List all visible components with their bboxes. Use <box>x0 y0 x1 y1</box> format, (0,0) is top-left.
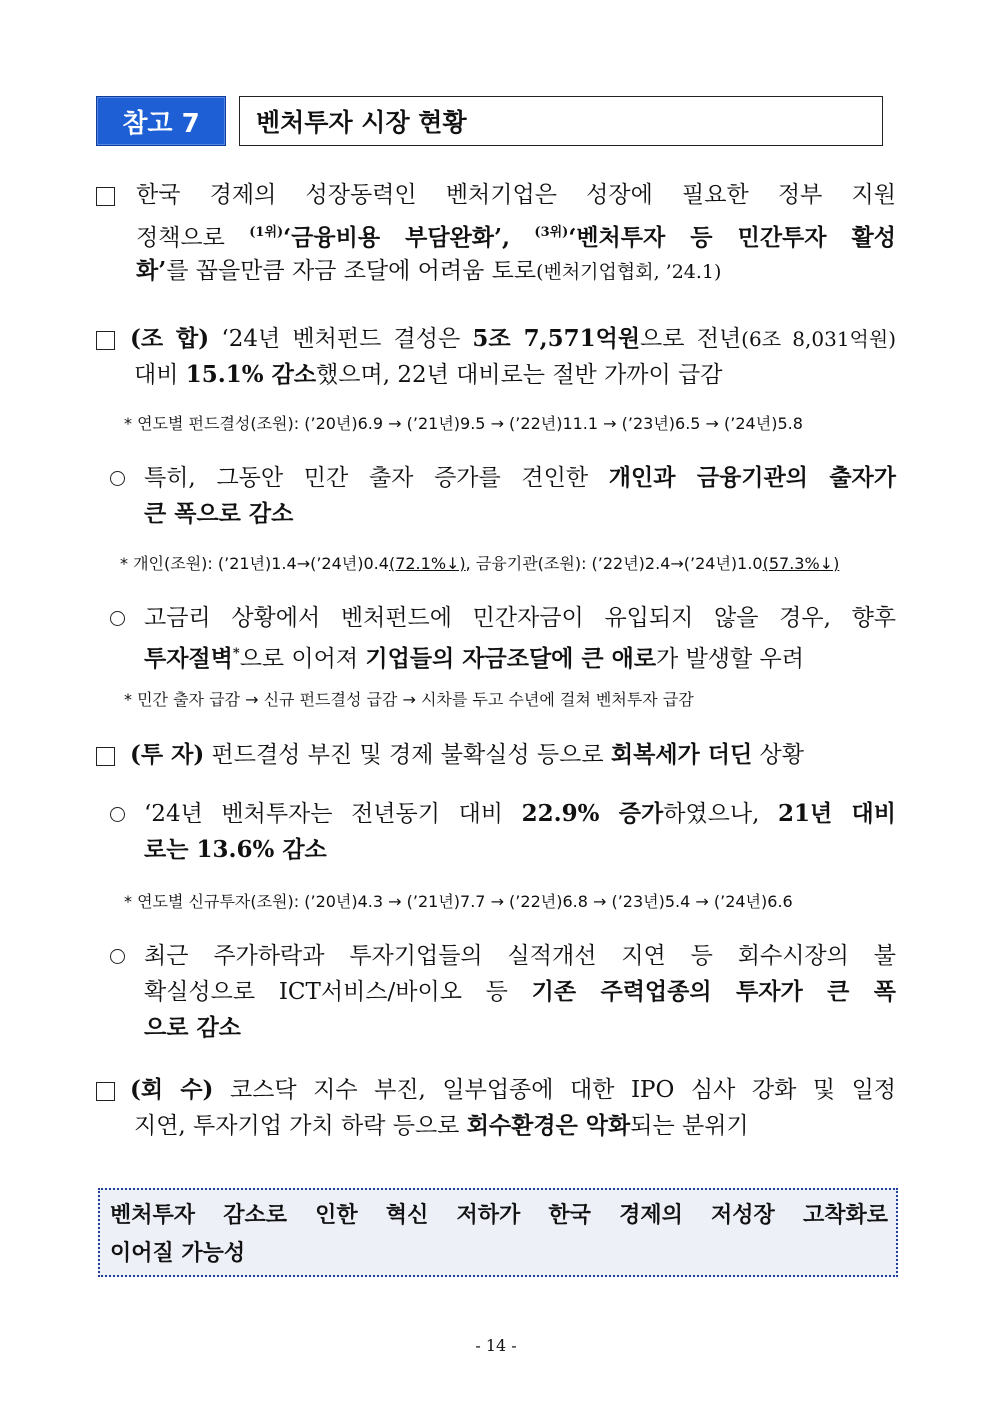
text: 지연, 투자기업 가치 하락 등으로 <box>134 1113 467 1139</box>
circle-bullet-icon <box>110 807 125 822</box>
text: 하였으나, <box>663 801 779 827</box>
summary-line-1: 벤처투자 감소로 인한 혁신 저하가 한국 경제의 저성장 고착화로 <box>110 1202 888 1228</box>
footnote-marker: * <box>232 646 240 661</box>
text: ‘24년 벤처펀드 결성은 <box>209 326 473 352</box>
section-3-bullet <box>96 742 115 772</box>
section-3-circle-2-line-1: 최근 주가하락과 투자기업들의 실적개선 지연 등 회수시장의 불 <box>144 943 896 969</box>
circle-bullet <box>110 605 125 635</box>
section-tag: (조 합) <box>130 325 210 352</box>
section-4-line-1 <box>130 1075 896 1105</box>
section-2-note-3: * 민간 출자 급감 → 신규 펀드결성 급감 → 시차를 두고 수년에 걸쳐 벤처투자 급감 <box>124 690 694 709</box>
section-1-line-1: 한국 경제의 성장동력인 벤처기업은 성장에 필요한 정부 지원 <box>136 182 896 208</box>
section-2-note-2 <box>120 549 839 579</box>
underlined-value: (57.3%↓) <box>762 554 840 573</box>
page-title-text: 벤처투자 시장 현황 <box>256 108 467 137</box>
text: 확실성으로 ICT서비스/바이오 등 <box>144 979 532 1005</box>
page-number: - 14 - <box>475 1336 517 1355</box>
emphasis: 21년 대비 <box>778 800 896 827</box>
text: (6조 8,031억원) <box>741 327 897 351</box>
text: * 개인(조원): (’21년)1.4→(’24년)0.4 <box>120 554 389 573</box>
section-2-line-1 <box>130 324 896 354</box>
section-3-circle-2-line-3: 으로 감소 <box>144 1014 241 1041</box>
square-bullet-icon <box>96 187 115 206</box>
circle-bullet-icon <box>110 471 125 486</box>
emphasis: 5조 7,571억원 <box>472 325 641 352</box>
section-3-line-1 <box>130 740 804 770</box>
section-4-line-2 <box>134 1111 749 1141</box>
section-2-circle-2-line-1: 고금리 상황에서 벤처펀드에 민간자금이 유입되지 않을 경우, 향후 <box>144 605 896 631</box>
circle-bullet <box>110 943 125 973</box>
circle-bullet-icon <box>110 949 125 964</box>
text: 했으며, 22년 대비로는 절반 가까이 급감 <box>316 362 723 388</box>
section-1-line-2 <box>136 218 896 253</box>
emphasis: 기업들의 자금조달에 큰 애로 <box>365 645 657 672</box>
page-title <box>239 96 883 146</box>
square-bullet-icon <box>96 1082 115 1101</box>
section-2-note-1: * 연도별 펀드결성(조원): (’20년)6.9 → (’21년)9.5 → (’22년)11.1 → (’23년)6.5 → (’24년)5.8 <box>124 414 803 433</box>
text: 상황 <box>752 742 804 768</box>
summary-line-2: 이어질 가능성 <box>110 1240 246 1266</box>
circle-bullet <box>110 801 125 831</box>
emphasis: 투자절벽 <box>144 645 233 672</box>
section-2-circle-1-line-1 <box>144 463 896 493</box>
text: 으로 이어져 <box>239 646 366 672</box>
emphasis: ‘금융비용 부담완화’, <box>283 224 511 251</box>
text: 코스닥 지수 부진, 일부업종에 대한 IPO 심사 강화 및 일정 <box>213 1077 896 1103</box>
text: 특히, 그동안 민간 출자 증가를 견인한 <box>144 465 609 491</box>
text: ‘24년 벤처투자는 전년동기 대비 <box>144 801 522 827</box>
text: , 금융기관(조원): (’22년)2.4→(’24년)1.0 <box>465 554 763 573</box>
section-2-circle-2-line-2 <box>144 639 804 674</box>
text: 가 발생할 우려 <box>656 646 804 672</box>
emphasis: 개인과 금융기관의 출자가 <box>608 464 896 491</box>
text: 펀드결성 부진 및 경제 불확실성 등으로 <box>204 742 611 768</box>
section-tag: (투 자) <box>130 741 205 768</box>
emphasis: 회수환경은 악화 <box>466 1112 631 1139</box>
emphasis: 22.9% 증가 <box>521 800 664 827</box>
emphasis: 15.1% 감소 <box>185 361 317 388</box>
section-tag: (회 수) <box>130 1076 214 1103</box>
emphasis: ‘벤처투자 등 민간투자 활성 <box>568 224 896 251</box>
source-note: (벤처기업협회, ’24.1) <box>536 261 722 283</box>
section-2-bullet <box>96 326 115 356</box>
section-4-bullet <box>96 1077 115 1107</box>
emphasis: 화’ <box>136 257 167 284</box>
section-2-line-2 <box>134 360 722 390</box>
text: 으로 전년 <box>640 326 742 352</box>
reference-tag: 참고 7 <box>96 96 226 146</box>
section-2-circle-1-line-2: 큰 폭으로 감소 <box>144 500 294 527</box>
emphasis: 기존 주력업종의 투자가 큰 폭 <box>531 978 896 1005</box>
section-3-note-1: * 연도별 신규투자(조원): (’20년)4.3 → (’21년)7.7 → (’22년)6.8 → (’23년)5.4 → (’24년)6.6 <box>124 892 793 911</box>
section-1-bullet <box>96 182 115 212</box>
text: 되는 분위기 <box>630 1113 749 1139</box>
text: 정책으로 <box>136 225 250 251</box>
circle-bullet-icon <box>110 611 125 626</box>
text: 를 꼽을만큼 자금 조달에 어려움 토로 <box>166 258 537 284</box>
section-3-circle-2-line-2 <box>144 977 896 1007</box>
circle-bullet <box>110 465 125 495</box>
section-3-circle-1-line-1 <box>144 799 896 829</box>
rank-marker: (3위) <box>534 225 569 240</box>
rank-marker: (1위) <box>249 225 284 240</box>
emphasis: 회복세가 더딘 <box>610 741 753 768</box>
section-3-circle-1-line-2: 로는 13.6% 감소 <box>144 836 327 863</box>
square-bullet-icon <box>96 331 115 350</box>
square-bullet-icon <box>96 747 115 766</box>
underlined-value: (72.1%↓) <box>388 554 466 573</box>
section-1-line-3 <box>136 256 721 287</box>
text: 대비 <box>134 362 186 388</box>
